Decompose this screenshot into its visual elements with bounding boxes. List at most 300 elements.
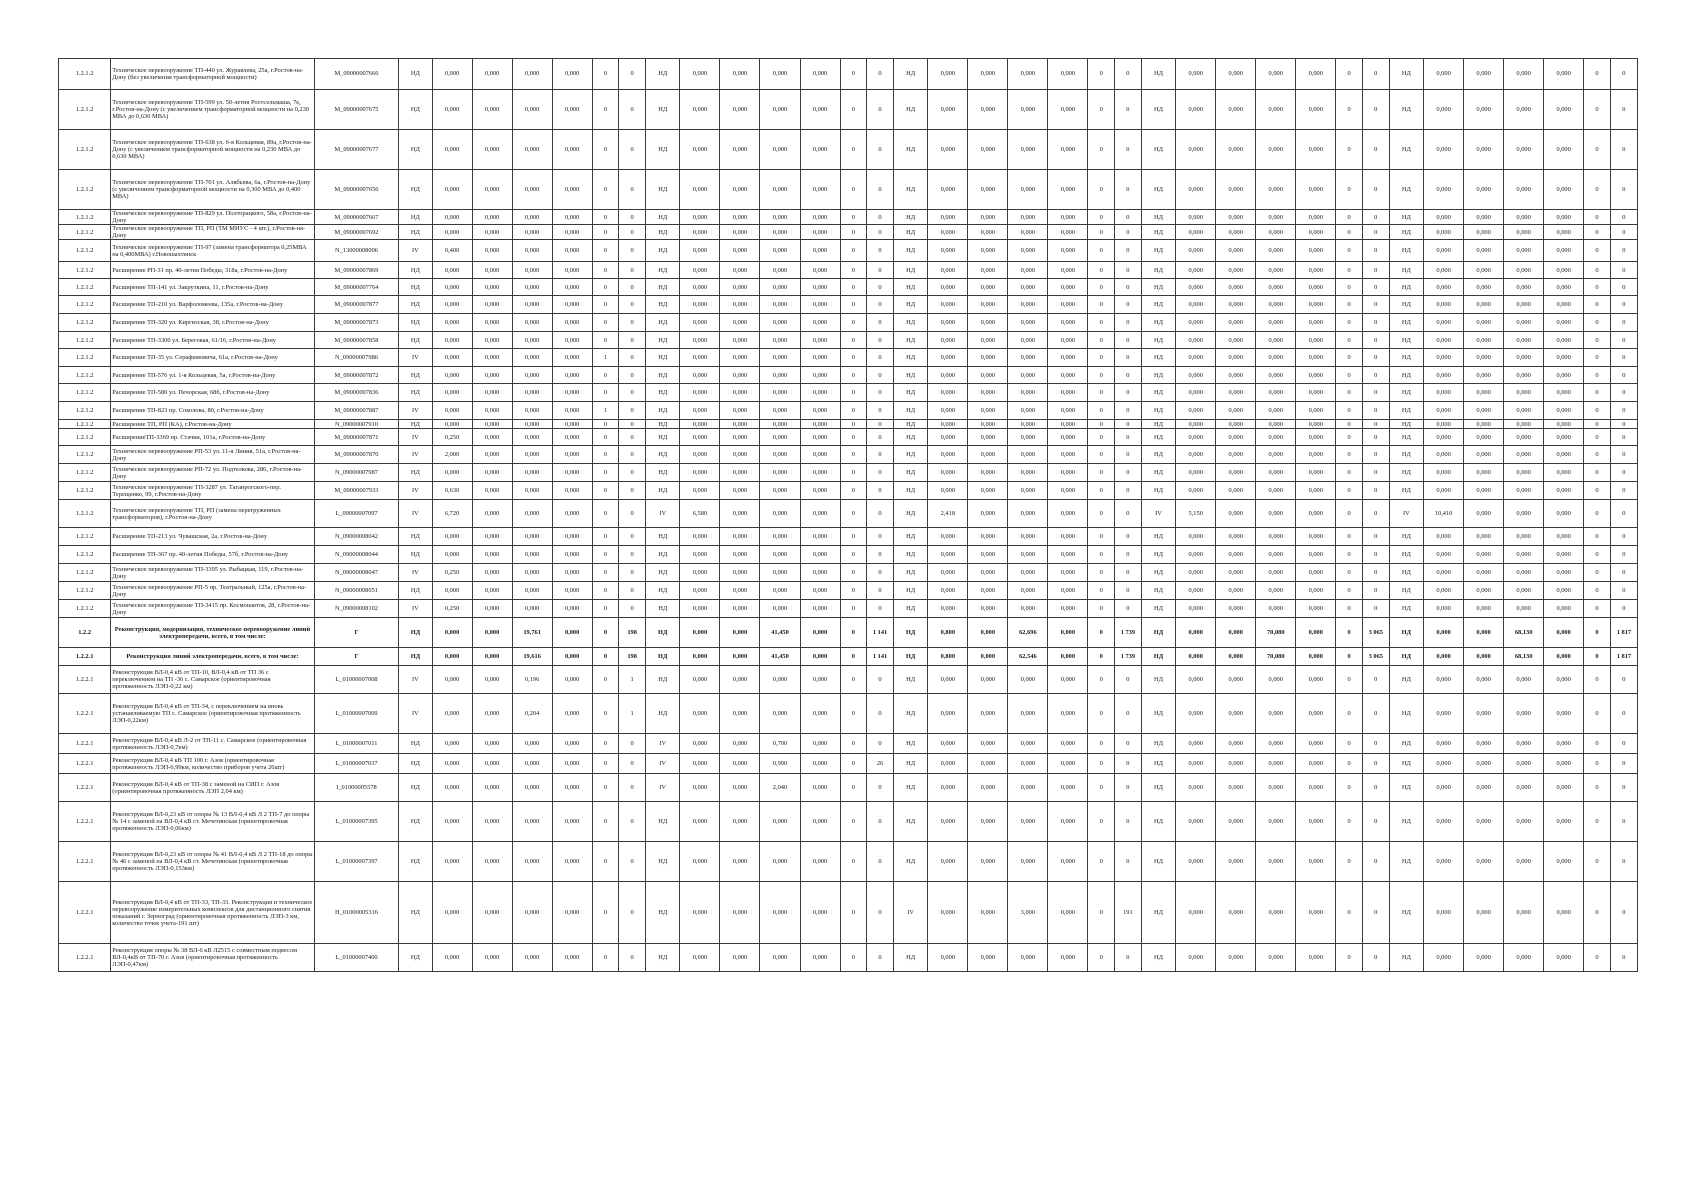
value-cell: 0,000 (512, 296, 552, 314)
value-cell: 0 (840, 314, 867, 332)
value-cell: 0,000 (1424, 262, 1464, 279)
value-cell: НД (1389, 296, 1423, 314)
value-cell: 0,000 (1424, 464, 1464, 482)
value-cell: 0,000 (968, 240, 1008, 262)
value-cell: 0,000 (552, 802, 592, 842)
value-cell: 0,000 (1216, 842, 1256, 882)
value-cell: 0,000 (1424, 170, 1464, 210)
value-cell: 0 (1362, 734, 1389, 754)
value-cell: 0,000 (1544, 384, 1584, 402)
value-cell: 0,000 (800, 420, 840, 429)
value-cell: 0,000 (800, 944, 840, 972)
value-cell: 0,204 (512, 694, 552, 734)
value-cell: 0,000 (1176, 600, 1216, 618)
value-cell: 0,000 (1296, 618, 1336, 648)
value-cell: 0 (1584, 402, 1611, 420)
value-cell: 0,000 (1216, 564, 1256, 582)
value-cell: 0,000 (1216, 279, 1256, 296)
value-cell: 0,000 (1504, 774, 1544, 802)
value-cell: 0,000 (1216, 648, 1256, 666)
value-cell: 0,000 (512, 944, 552, 972)
value-cell: НД (1141, 600, 1175, 618)
row-name-cell: Техническое перевооружение РП-53 ул. 11-я Линия, 51а, г.Ростов-на-Дону (111, 446, 314, 464)
value-cell: IV (399, 349, 432, 367)
value-cell: 0 (867, 564, 894, 582)
value-cell: 0 (592, 528, 619, 546)
value-cell: 0,000 (800, 384, 840, 402)
value-cell: 0 (1088, 464, 1115, 482)
value-cell: 0 (1362, 482, 1389, 500)
value-cell: 0,000 (928, 420, 968, 429)
value-cell: 0,000 (1424, 384, 1464, 402)
value-cell: 0,000 (968, 332, 1008, 349)
value-cell: 0,000 (1256, 582, 1296, 600)
value-cell: НД (1389, 332, 1423, 349)
value-cell: 26 (867, 754, 894, 774)
value-cell: НД (1141, 130, 1175, 170)
value-cell: 0,000 (1544, 582, 1584, 600)
value-cell: IV (399, 666, 432, 694)
value-cell: 0 (1362, 349, 1389, 367)
value-cell: IV (645, 754, 679, 774)
value-cell: 0,000 (968, 130, 1008, 170)
value-cell: 0,000 (1256, 279, 1296, 296)
value-cell: 0,400 (432, 240, 472, 262)
value-cell: 0,000 (1008, 546, 1048, 564)
value-cell: 0,000 (1424, 332, 1464, 349)
value-cell: 0,000 (472, 564, 512, 582)
value-cell: 0 (1115, 402, 1142, 420)
value-cell: 0 (1362, 420, 1389, 429)
value-cell: 0 (840, 402, 867, 420)
value-cell: 0 (1088, 279, 1115, 296)
value-cell: IV (399, 500, 432, 528)
value-cell: 0 (1584, 528, 1611, 546)
value-cell: 0 (1610, 482, 1637, 500)
value-cell: 0,000 (680, 225, 720, 240)
value-cell: 0 (592, 944, 619, 972)
row-code-cell: 1.2.1.2 (59, 130, 111, 170)
value-cell: 0,000 (760, 666, 800, 694)
value-cell: 0,000 (1424, 754, 1464, 774)
value-cell: 0,000 (1544, 648, 1584, 666)
table-row (59, 210, 1638, 225)
value-cell: 0,000 (760, 296, 800, 314)
value-cell: 0,000 (512, 882, 552, 944)
value-cell: 0,000 (968, 666, 1008, 694)
value-cell: НД (1141, 296, 1175, 314)
value-cell: НД (1389, 367, 1423, 384)
value-cell: 0 (1584, 694, 1611, 734)
value-cell: 0,000 (1504, 446, 1544, 464)
value-cell: 0,000 (928, 402, 968, 420)
value-cell: НД (893, 59, 927, 90)
value-cell: НД (893, 314, 927, 332)
value-cell: 0,000 (1008, 500, 1048, 528)
value-cell: 0,000 (432, 279, 472, 296)
row-id-cell: L_01000007011 (314, 734, 399, 754)
value-cell: 0 (1336, 802, 1363, 842)
row-id-cell: M_09000007666 (314, 59, 399, 90)
row-id-cell: L_01000007009 (314, 694, 399, 734)
value-cell: 0,000 (1176, 420, 1216, 429)
value-cell: 0,000 (1176, 754, 1216, 774)
value-cell: 0,000 (928, 296, 968, 314)
value-cell: НД (1141, 332, 1175, 349)
value-cell: 0 (840, 648, 867, 666)
value-cell: 0,000 (720, 944, 760, 972)
value-cell: 0 (1115, 500, 1142, 528)
value-cell: 0 (1610, 882, 1637, 944)
value-cell: 0 (1584, 464, 1611, 482)
value-cell: НД (1141, 170, 1175, 210)
value-cell: 0,000 (432, 464, 472, 482)
value-cell: 0,000 (1008, 944, 1048, 972)
value-cell: 0,000 (968, 582, 1008, 600)
value-cell: НД (1389, 600, 1423, 618)
value-cell: 0 (1584, 262, 1611, 279)
value-cell: 0,000 (432, 546, 472, 564)
value-cell: 0,000 (1256, 367, 1296, 384)
value-cell: 0,000 (1176, 349, 1216, 367)
value-cell: 0,000 (1296, 446, 1336, 464)
value-cell: 0,000 (1216, 446, 1256, 464)
value-cell: 0,000 (1544, 600, 1584, 618)
value-cell: 0,000 (512, 464, 552, 482)
value-cell: НД (1141, 464, 1175, 482)
value-cell: 0,000 (1424, 314, 1464, 332)
value-cell: 0,000 (1544, 130, 1584, 170)
value-cell: 0,000 (1504, 482, 1544, 500)
value-cell: 0,000 (760, 420, 800, 429)
value-cell: 0,000 (1296, 262, 1336, 279)
table-row (59, 446, 1638, 464)
value-cell: 0,000 (1256, 882, 1296, 944)
row-name-cell: Реконструкция ВЛ-0,4 кВ Л-2 от ТП-11 с. Самарское (ориентировочная протяженность ЛЭП-0,7км) (111, 734, 314, 754)
value-cell: 0,000 (720, 754, 760, 774)
value-cell: 0,000 (472, 429, 512, 446)
value-cell: 0 (840, 59, 867, 90)
value-cell: 0,000 (472, 262, 512, 279)
value-cell: 0 (1584, 296, 1611, 314)
value-cell: 0,000 (928, 528, 968, 546)
value-cell: 0,000 (680, 349, 720, 367)
value-cell: 0,000 (1544, 210, 1584, 225)
value-cell: 0 (1584, 210, 1611, 225)
value-cell: НД (1141, 734, 1175, 754)
value-cell: 0,000 (1216, 944, 1256, 972)
value-cell: НД (893, 618, 927, 648)
value-cell: НД (1141, 754, 1175, 774)
value-cell: 0,000 (472, 349, 512, 367)
value-cell: 0 (1336, 170, 1363, 210)
value-cell: 0,000 (552, 734, 592, 754)
value-cell: 0 (840, 464, 867, 482)
value-cell: 0,000 (1008, 130, 1048, 170)
value-cell: IV (399, 600, 432, 618)
value-cell: 0 (619, 349, 646, 367)
value-cell: 0,000 (1256, 500, 1296, 528)
value-cell: 0,000 (1256, 210, 1296, 225)
value-cell: 0,000 (1464, 618, 1504, 648)
value-cell: 0 (1584, 170, 1611, 210)
value-cell: 0 (592, 648, 619, 666)
value-cell: 2,000 (432, 446, 472, 464)
value-cell: НД (399, 528, 432, 546)
value-cell: 0,000 (1504, 528, 1544, 546)
value-cell: 0 (619, 528, 646, 546)
value-cell: 0 (1088, 296, 1115, 314)
value-cell: НД (1141, 944, 1175, 972)
value-cell: 0,000 (800, 464, 840, 482)
value-cell: 0,000 (1504, 59, 1544, 90)
value-cell: 0,000 (472, 170, 512, 210)
value-cell: 0,000 (1176, 130, 1216, 170)
value-cell: 0 (619, 90, 646, 130)
value-cell: 68,130 (1504, 648, 1544, 666)
value-cell: НД (645, 59, 679, 90)
value-cell: 0 (867, 262, 894, 279)
value-cell: 0,000 (760, 225, 800, 240)
table-row (59, 384, 1638, 402)
value-cell: НД (1389, 666, 1423, 694)
value-cell: 0,000 (512, 446, 552, 464)
value-cell: 0,000 (1048, 402, 1088, 420)
value-cell: 0,000 (1504, 546, 1544, 564)
table-row (59, 802, 1638, 842)
value-cell: 0,000 (1504, 170, 1544, 210)
value-cell: 0 (840, 296, 867, 314)
value-cell: 0,000 (1048, 528, 1088, 546)
value-cell: НД (893, 546, 927, 564)
value-cell: НД (893, 170, 927, 210)
value-cell: 0,000 (1216, 402, 1256, 420)
value-cell: 0,000 (1296, 464, 1336, 482)
value-cell: 0,000 (1424, 349, 1464, 367)
value-cell: НД (1389, 546, 1423, 564)
value-cell: 0 (1336, 332, 1363, 349)
row-code-cell: 1.2.1.2 (59, 429, 111, 446)
value-cell: НД (893, 600, 927, 618)
value-cell: 0 (1610, 402, 1637, 420)
value-cell: 0,000 (472, 446, 512, 464)
value-cell: IV (1389, 500, 1423, 528)
value-cell: 0,000 (1256, 170, 1296, 210)
value-cell: 0,000 (1464, 367, 1504, 384)
value-cell: 0,000 (1216, 170, 1256, 210)
value-cell: 0 (1610, 130, 1637, 170)
value-cell: 0 (592, 774, 619, 802)
row-code-cell: 1.2.1.2 (59, 367, 111, 384)
value-cell: 0,000 (1256, 446, 1296, 464)
value-cell: 0,000 (1176, 666, 1216, 694)
value-cell: 0,000 (1008, 262, 1048, 279)
table-row (59, 666, 1638, 694)
value-cell: 0,000 (1504, 500, 1544, 528)
value-cell: НД (893, 332, 927, 349)
value-cell: НД (399, 618, 432, 648)
value-cell: 0,000 (552, 944, 592, 972)
row-code-cell: 1.2.2 (59, 618, 111, 648)
value-cell: 0,000 (1256, 734, 1296, 754)
row-id-cell: N_09000007910 (314, 420, 399, 429)
value-cell: НД (893, 842, 927, 882)
value-cell: 0,000 (472, 420, 512, 429)
value-cell: 0,000 (1504, 240, 1544, 262)
value-cell: 0,000 (472, 240, 512, 262)
value-cell: IV (645, 734, 679, 754)
value-cell: 0,000 (1176, 314, 1216, 332)
value-cell: 0,000 (1544, 754, 1584, 774)
value-cell: 0 (840, 130, 867, 170)
value-cell: 0 (1115, 666, 1142, 694)
value-cell: 0,000 (512, 500, 552, 528)
value-cell: 0,000 (512, 402, 552, 420)
value-cell: 0 (1336, 882, 1363, 944)
value-cell: 0,000 (1504, 90, 1544, 130)
value-cell: 0 (1336, 500, 1363, 528)
row-id-cell: M_09000007871 (314, 429, 399, 446)
value-cell: 0,000 (800, 446, 840, 464)
value-cell: 0,000 (760, 546, 800, 564)
value-cell: 0,000 (512, 546, 552, 564)
value-cell: НД (399, 546, 432, 564)
value-cell: 0,000 (1296, 842, 1336, 882)
value-cell: 0,000 (552, 648, 592, 666)
value-cell: 0,000 (1296, 367, 1336, 384)
value-cell: 0,000 (720, 262, 760, 279)
value-cell: 0,000 (512, 420, 552, 429)
value-cell: 0 (1610, 262, 1637, 279)
value-cell: НД (1389, 802, 1423, 842)
value-cell: 0 (619, 332, 646, 349)
value-cell: 0,000 (1504, 314, 1544, 332)
value-cell: 0,000 (1464, 648, 1504, 666)
value-cell: 0,000 (1424, 648, 1464, 666)
value-cell: 0,000 (512, 240, 552, 262)
value-cell: 0,000 (1296, 130, 1336, 170)
value-cell: 0 (1115, 600, 1142, 618)
value-cell: 3 065 (1362, 618, 1389, 648)
value-cell: 62,696 (1008, 618, 1048, 648)
value-cell: 0 (867, 500, 894, 528)
investment-table (58, 58, 1638, 972)
row-name-cell: Расширение ТП-213 ул. Чувашская, 2а, г.Ростов-на-Дону (111, 528, 314, 546)
value-cell: 0 (1336, 296, 1363, 314)
value-cell: 0,000 (928, 754, 968, 774)
value-cell: 0,000 (552, 402, 592, 420)
row-code-cell: 1.2.2.1 (59, 694, 111, 734)
value-cell: 0,000 (1544, 734, 1584, 754)
value-cell: 10,410 (1424, 500, 1464, 528)
value-cell: 0,000 (1504, 130, 1544, 170)
value-cell: 0,000 (1296, 774, 1336, 802)
value-cell: 0,000 (1048, 225, 1088, 240)
row-code-cell: 1.2.2.1 (59, 842, 111, 882)
row-id-cell: M_09000007873 (314, 314, 399, 332)
value-cell: 0,000 (1008, 279, 1048, 296)
value-cell: 0 (1610, 349, 1637, 367)
value-cell: НД (1141, 240, 1175, 262)
value-cell: 0 (867, 130, 894, 170)
value-cell: 0,000 (720, 774, 760, 802)
value-cell: НД (1389, 482, 1423, 500)
value-cell: НД (399, 464, 432, 482)
value-cell: 0,000 (1424, 210, 1464, 225)
value-cell: 0,000 (968, 402, 1008, 420)
value-cell: 0,000 (968, 262, 1008, 279)
value-cell: 0,000 (1008, 802, 1048, 842)
value-cell: 2,418 (928, 500, 968, 528)
value-cell: 0,000 (432, 262, 472, 279)
value-cell: 0 (1584, 482, 1611, 500)
value-cell: 0 (619, 210, 646, 225)
value-cell: НД (1389, 446, 1423, 464)
value-cell: 0 (840, 802, 867, 842)
row-code-cell: 1.2.2.1 (59, 666, 111, 694)
value-cell: 0,000 (1424, 546, 1464, 564)
value-cell: 68,130 (1504, 618, 1544, 648)
value-cell: 0 (1584, 367, 1611, 384)
value-cell: 2,040 (760, 774, 800, 802)
value-cell: 0,000 (800, 367, 840, 384)
value-cell: 0,000 (928, 314, 968, 332)
value-cell: 0,000 (928, 90, 968, 130)
value-cell: 0,000 (472, 734, 512, 754)
value-cell: 0 (619, 482, 646, 500)
value-cell: 0 (1362, 944, 1389, 972)
value-cell: НД (893, 464, 927, 482)
value-cell: 0 (1584, 618, 1611, 648)
value-cell: 0,000 (1544, 429, 1584, 446)
value-cell: 0,000 (1504, 802, 1544, 842)
value-cell: 0,000 (512, 170, 552, 210)
value-cell: 0,000 (928, 600, 968, 618)
value-cell: 0,000 (1504, 332, 1544, 349)
value-cell: 0 (867, 482, 894, 500)
value-cell: 0,000 (432, 170, 472, 210)
value-cell: НД (645, 170, 679, 210)
value-cell: 0,000 (1296, 802, 1336, 842)
row-code-cell: 1.2.2.1 (59, 734, 111, 754)
value-cell: 0,000 (1008, 754, 1048, 774)
value-cell: 0,000 (968, 170, 1008, 210)
value-cell: 198 (619, 648, 646, 666)
value-cell: 0,000 (968, 882, 1008, 944)
value-cell: НД (1141, 225, 1175, 240)
value-cell: 0 (1115, 694, 1142, 734)
value-cell: НД (1141, 420, 1175, 429)
value-cell: 0 (1584, 279, 1611, 296)
value-cell: 0 (1362, 754, 1389, 774)
value-cell: 0,000 (1256, 262, 1296, 279)
value-cell: 0,000 (1008, 349, 1048, 367)
value-cell: 0,000 (1504, 464, 1544, 482)
value-cell: 0,000 (432, 90, 472, 130)
value-cell: 0,000 (472, 296, 512, 314)
value-cell: 0,000 (760, 384, 800, 402)
value-cell: НД (1141, 546, 1175, 564)
value-cell: 0 (1115, 802, 1142, 842)
value-cell: НД (645, 944, 679, 972)
value-cell: 0,000 (720, 600, 760, 618)
value-cell: 0,000 (472, 500, 512, 528)
value-cell: 0 (1362, 882, 1389, 944)
value-cell: НД (893, 90, 927, 130)
row-code-cell: 1.2.1.2 (59, 59, 111, 90)
value-cell: 0,000 (800, 754, 840, 774)
value-cell: 0,000 (1504, 582, 1544, 600)
